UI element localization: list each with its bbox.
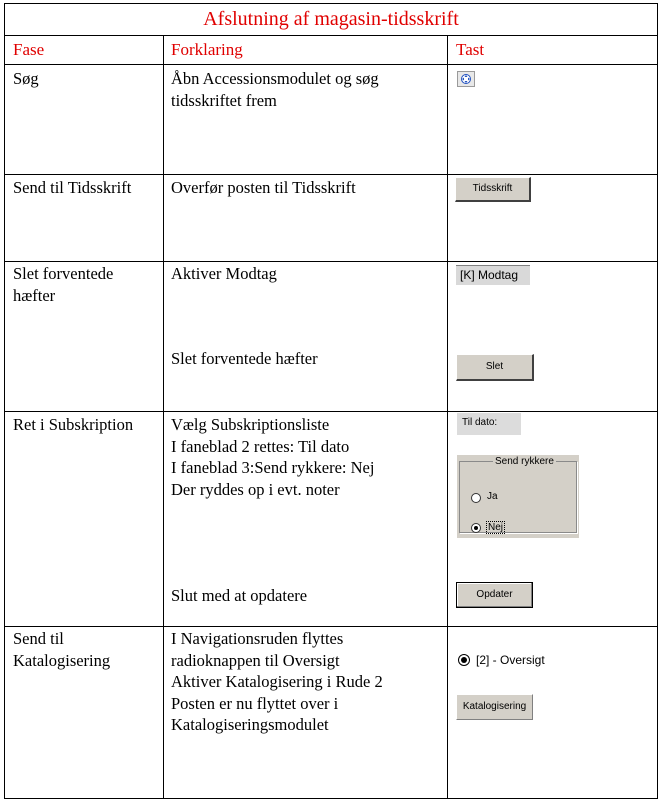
header-forklaring: Forklaring [171, 40, 243, 59]
text-line: Posten er nu flyttet over i [171, 693, 339, 713]
text-line: Aktiver Modtag [171, 264, 277, 283]
til-dato-label: Til dato: [462, 417, 498, 428]
text-line: I Navigationsruden flyttes [171, 629, 344, 648]
radio-ja[interactable] [471, 493, 481, 503]
row-katalogisering-forklaring [171, 628, 383, 736]
text-line: Overfør posten til Tidsskrift [171, 178, 356, 197]
text-line: Katalogiseringsmodulet [171, 715, 329, 734]
text-line: Vælg Subskriptionsliste [171, 415, 330, 434]
text-line: Katalogisering [13, 650, 111, 670]
row-tidsskrift-fase: Send til Tidsskrift [13, 178, 132, 197]
text-line: hæfter [13, 285, 56, 305]
text-line: I faneblad 2 rettes: Til dato [171, 436, 350, 456]
header-fase: Fase [13, 40, 45, 59]
radio-nej-label: Nej [488, 522, 504, 533]
radio-selected-dot [474, 526, 478, 530]
text-line: Der ryddes op i evt. noter [171, 479, 340, 499]
row-divider [5, 626, 657, 627]
row-tidsskrift-forklaring [171, 177, 356, 199]
opdater-button[interactable]: Opdater [456, 582, 533, 608]
tidsskrift-button[interactable]: Tidsskrift [455, 177, 531, 202]
text-line: radioknappen til Oversigt [171, 650, 340, 670]
slet-button[interactable]: Slet [456, 354, 534, 381]
text-line: Aktiver Katalogisering i Rude 2 [171, 672, 383, 691]
row-slet-forklaring [171, 263, 277, 285]
radio-selected-dot [461, 657, 467, 663]
row-slet-fase [13, 263, 113, 306]
row-subskription-fase: Ret i Subskription [13, 415, 134, 434]
radio-nej[interactable] [471, 523, 481, 533]
send-rykkere-panel [457, 455, 579, 538]
text-line: Send til [13, 629, 64, 648]
text-line: tidsskriftet frem [171, 90, 277, 110]
row-subskription-forklaring [171, 414, 374, 500]
row-divider [5, 64, 657, 65]
modtag-tab-label: [K] Modtag [460, 268, 519, 282]
katalogisering-button[interactable]: Katalogisering [456, 694, 533, 720]
send-rykkere-title: Send rykkere [495, 456, 554, 467]
text-line: I faneblad 3:Send rykkere: Nej [171, 458, 375, 477]
modtag-tab[interactable] [456, 265, 530, 285]
row-subskription-forklaring-2: Slut med at opdatere [171, 586, 308, 605]
row-katalogisering-fase [13, 628, 110, 671]
document-title: Afslutning af magasin-tidsskrift [203, 8, 459, 30]
row-divider [5, 174, 657, 175]
text-line: Slet forventede [13, 264, 114, 283]
til-dato-field-label [457, 413, 521, 435]
row-sog-fase: Søg [13, 69, 39, 88]
procedure-table [4, 3, 658, 799]
row-divider [5, 261, 657, 262]
column-divider [163, 35, 164, 798]
column-divider [447, 35, 448, 798]
oversigt-radio[interactable] [458, 654, 470, 666]
row-divider [5, 411, 657, 412]
text-line: Åbn Accessionsmodulet og søg [171, 69, 379, 88]
search-icon[interactable] [457, 71, 475, 87]
row-slet-forklaring-2: Slet forventede hæfter [171, 349, 318, 368]
row-sog-forklaring [171, 68, 379, 111]
header-tast: Tast [456, 40, 485, 59]
oversigt-radio-label: [2] - Oversigt [476, 653, 545, 667]
row-divider [5, 35, 657, 36]
radio-ja-label: Ja [487, 491, 498, 502]
